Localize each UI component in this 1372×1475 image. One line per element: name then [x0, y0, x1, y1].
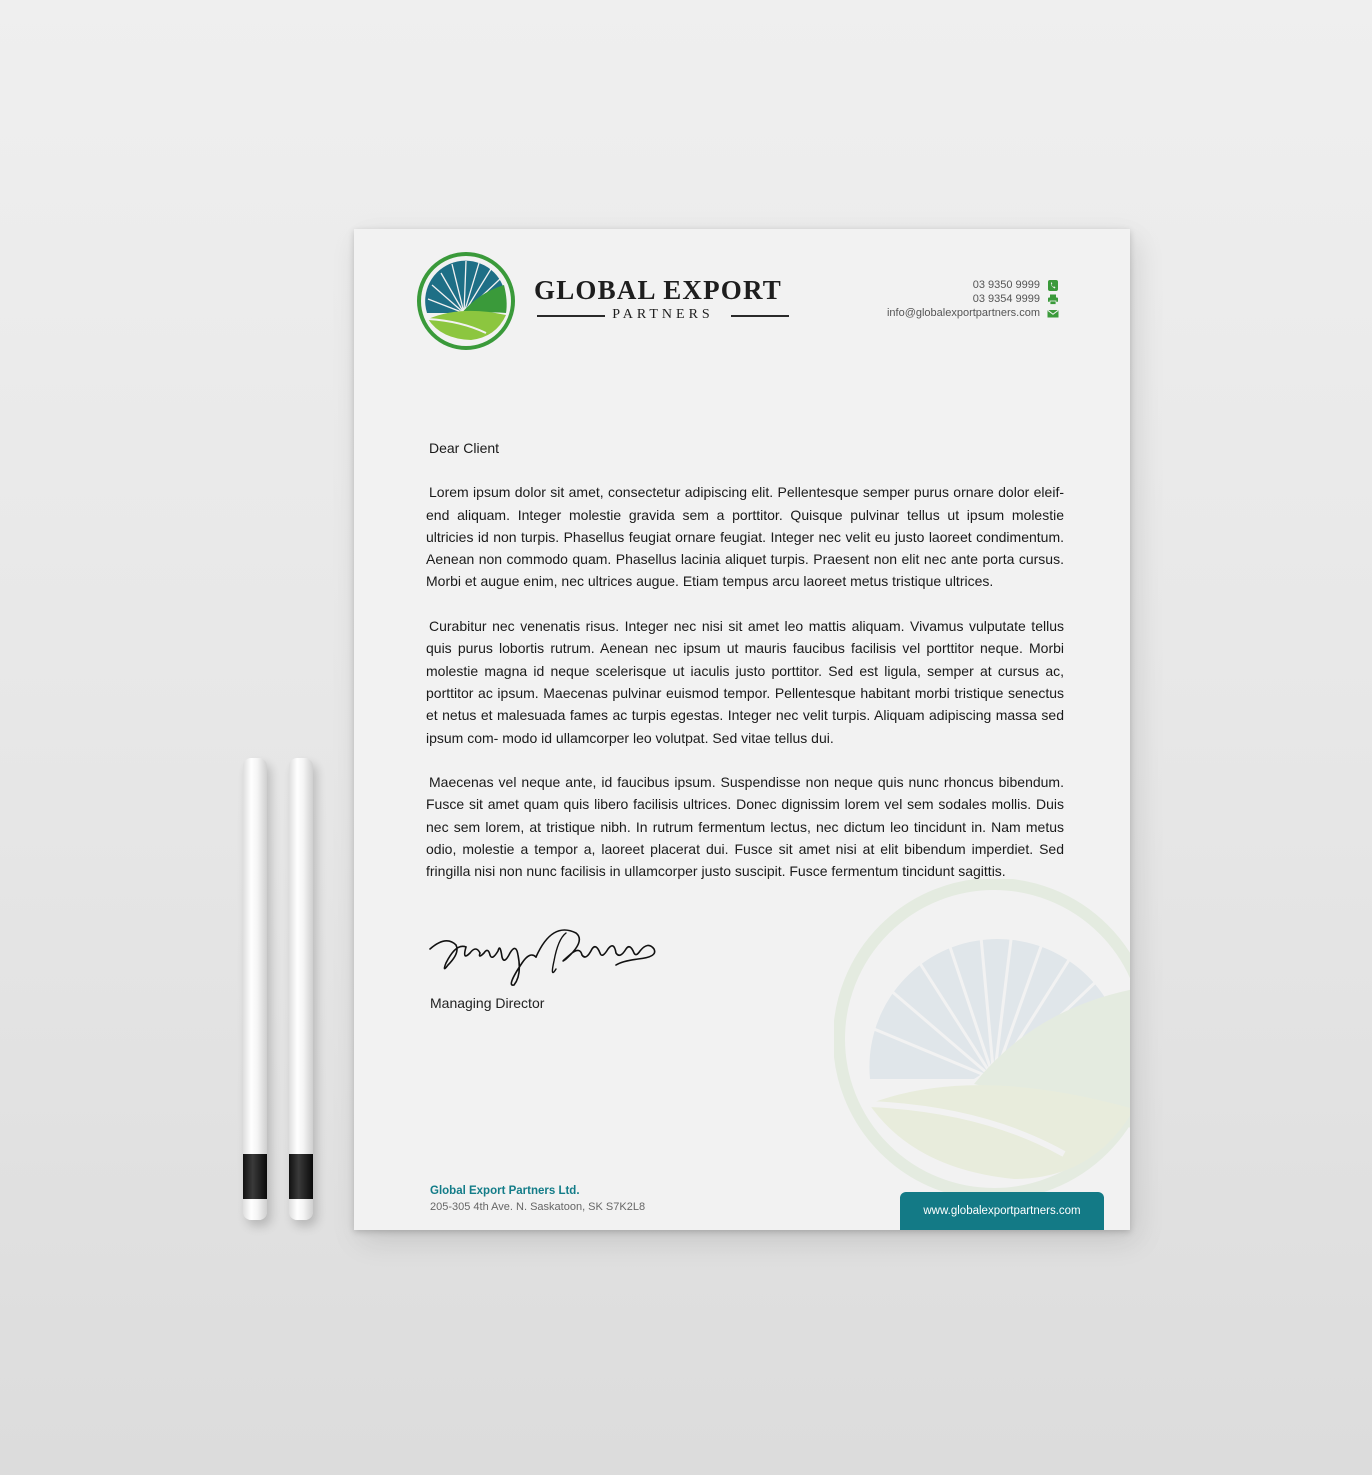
company-logo-icon — [416, 251, 516, 351]
contact-phone — [887, 278, 1059, 292]
company-name: GLOBAL EXPORT — [534, 275, 782, 305]
divider — [731, 315, 789, 317]
handwritten-signature — [426, 913, 666, 993]
letter-paragraph: Curabitur nec venenatis risus. Integer nec nisi sit amet leo mattis aliquam. Vivamus vulputate tellus quis purus lobortis rutrum. Aenean nec ipsum ut mauris faucibus facilisis vel porttitor neque. Morbi molestie magna id neque scelerisque ut iaculis justo porttitor. Sed est ligula, semper at cursus ac, porttitor ac ipsum. Maecenas pulvinar euismod tempor. Pellentesque habitant morbi tristique senectus et netus et malesuada fames ac turpis egestas. Integer nec velit turpis. Aliquam adipiscing massa sed ipsum com- modo id ullamcorper leo volutpat. Sed vitae tellus dui. — [426, 618, 1064, 746]
letter-paragraph: Maecenas vel neque ante, id faucibus ipsum. Suspendisse non neque quis nunc rhoncus bibendum. Fusce sit amet quam quis libero facilisis ultrices. Donec dignissim lorem vel sem sodales mollis. Duis nec sem lorem, at tristique nibh. In rutrum fermentum lectus, nec dictum leo tincidunt in. Nam metus odio, molestie a tempor a, laoreet placerat dui. Fusce sit amet nisi at elit bibendum imperdiet. Sed fringilla nisi non nunc facilisis in ullamcorper justo suscipit. Fusce fermentum tincidunt sagittis. — [426, 774, 1064, 880]
footer-address: 205-305 4th Ave. N. Saskatoon, SK S7K2L8 — [430, 1201, 646, 1213]
contact-block — [887, 278, 1059, 320]
letter-body — [426, 437, 1064, 905]
phone-number: 03 9350 9999 — [972, 279, 1040, 291]
email-icon — [1047, 308, 1059, 319]
pen-left — [243, 758, 267, 1220]
fax-icon — [1047, 294, 1059, 305]
email-address[interactable]: info@globalexportpartners.com — [886, 307, 1040, 319]
letter-greeting: Dear Client — [429, 440, 500, 456]
footer-company-name: Global Export Partners Ltd. — [430, 1185, 580, 1197]
company-subtitle — [537, 307, 789, 327]
pen-cap-band — [243, 1154, 267, 1199]
letterhead-page — [354, 229, 1130, 1230]
pen-cap-band — [289, 1154, 313, 1199]
contact-email — [887, 306, 1059, 320]
contact-fax — [887, 292, 1059, 306]
fax-number: 03 9354 9999 — [972, 293, 1040, 305]
company-subtitle-text: PARTNERS — [612, 307, 714, 322]
website-link[interactable]: www.globalexportpartners.com — [900, 1192, 1104, 1230]
phone-icon — [1047, 280, 1059, 291]
watermark-emblem-icon — [834, 879, 1130, 1199]
pen-right — [289, 758, 313, 1220]
signer-title: Managing Director — [430, 995, 545, 1011]
letter-paragraph: Lorem ipsum dolor sit amet, consectetur adipiscing elit. Pellentesque semper purus ornare dolor eleif- end aliquam. Integer molestie gravida sem a porttitor. Quisque pulvinar tellus ut ipsum molestie ultricies id non turpis. Phasellus feugiat ornare feugiat. Integer nec velit eu justo laoreet condimentum. Aenean non commodo quam. Phasellus lacinia aliquet turpis. Praesent non elit nec ante porta cursus. Morbi et augue enim, nec ultrices augue. Etiam tempus arcu laoreet metus tristique ultrices. — [426, 484, 1064, 590]
